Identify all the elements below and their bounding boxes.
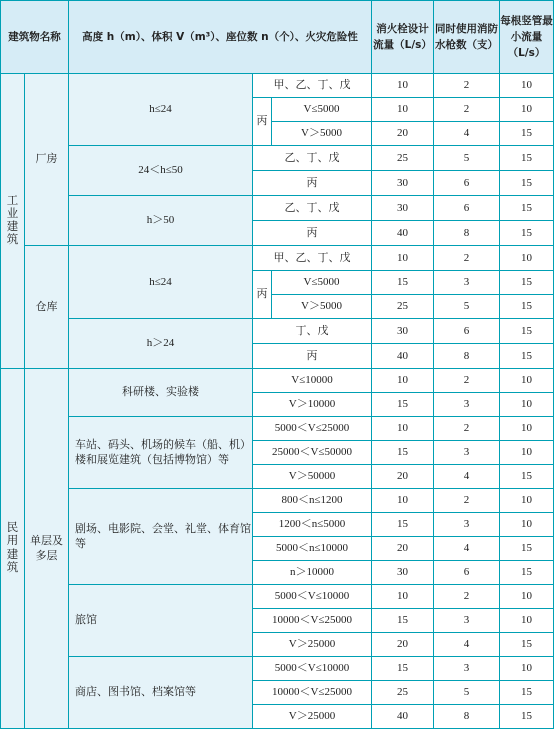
gun-count-cell: 6: [434, 561, 500, 585]
gun-count-cell: 4: [434, 122, 500, 146]
design-flow-cell: 40: [372, 221, 434, 246]
design-flow-cell: 30: [372, 319, 434, 344]
gun-count-cell: 2: [434, 369, 500, 393]
min-flow-cell: 15: [500, 146, 554, 171]
design-flow-cell: 30: [372, 196, 434, 221]
min-flow-cell: 10: [500, 489, 554, 513]
gun-count-cell: 2: [434, 74, 500, 98]
design-flow-cell: 25: [372, 295, 434, 319]
building-type-hotel: 旅馆: [69, 585, 253, 657]
height-range: 24＜h≤50: [69, 146, 253, 196]
building-type-shop: 商店、图书馆、档案馆等: [69, 657, 253, 729]
condition-cell: V≤10000: [253, 369, 372, 393]
table-row: [1, 196, 554, 221]
table-row: [1, 146, 554, 171]
condition-cell: 800＜n≤1200: [253, 489, 372, 513]
min-flow-cell: 15: [500, 196, 554, 221]
header-design-flow: 消火栓设计流量（L/s）: [372, 1, 434, 74]
design-flow-cell: 15: [372, 393, 434, 417]
min-flow-cell: 15: [500, 633, 554, 657]
condition-cell: V≤5000: [272, 271, 372, 295]
table-row: [1, 489, 554, 513]
design-flow-cell: 30: [372, 561, 434, 585]
gun-count-cell: 4: [434, 633, 500, 657]
subcategory-factory: 厂房: [25, 74, 69, 246]
gun-count-cell: 8: [434, 344, 500, 369]
subcategory-warehouse: 仓库: [25, 246, 69, 369]
design-flow-cell: 25: [372, 146, 434, 171]
design-flow-cell: 20: [372, 633, 434, 657]
gun-count-cell: 5: [434, 295, 500, 319]
gun-count-cell: 2: [434, 489, 500, 513]
category-industrial: 工业建筑: [1, 74, 25, 369]
header-gun-count: 同时使用消防水枪数（支）: [434, 1, 500, 74]
header-building-name: 建筑物名称: [1, 1, 69, 74]
min-flow-cell: 10: [500, 74, 554, 98]
gun-count-cell: 2: [434, 98, 500, 122]
design-flow-cell: 10: [372, 74, 434, 98]
design-flow-cell: 15: [372, 513, 434, 537]
header-row: [1, 1, 554, 74]
condition-cell: 乙、丁、戊: [253, 146, 372, 171]
gun-count-cell: 8: [434, 221, 500, 246]
design-flow-cell: 40: [372, 705, 434, 729]
table-row: [1, 74, 554, 98]
building-type-station: 车站、码头、机场的候车（船、机）楼和展览建筑（包括博物馆）等: [69, 417, 253, 489]
min-flow-cell: 10: [500, 246, 554, 271]
condition-cell: 甲、乙、丁、戊: [253, 246, 372, 271]
condition-cell: 5000＜V≤10000: [253, 657, 372, 681]
design-flow-cell: 10: [372, 369, 434, 393]
condition-cell: V＞50000: [253, 465, 372, 489]
hazard-class-bing: 丙: [253, 271, 272, 319]
hazard-class-bing: 丙: [253, 98, 272, 146]
min-flow-cell: 10: [500, 657, 554, 681]
subcategory-single-multi-storey: 单层及多层: [25, 369, 69, 729]
condition-cell: V＞25000: [253, 705, 372, 729]
gun-count-cell: 2: [434, 417, 500, 441]
gun-count-cell: 2: [434, 585, 500, 609]
min-flow-cell: 15: [500, 681, 554, 705]
gun-count-cell: 4: [434, 537, 500, 561]
design-flow-cell: 20: [372, 537, 434, 561]
gun-count-cell: 4: [434, 465, 500, 489]
building-type-theater: 剧场、电影院、会堂、礼堂、体育馆等: [69, 489, 253, 585]
gun-count-cell: 6: [434, 319, 500, 344]
min-flow-cell: 15: [500, 319, 554, 344]
gun-count-cell: 3: [434, 393, 500, 417]
min-flow-cell: 10: [500, 441, 554, 465]
height-range: h＞24: [69, 319, 253, 369]
min-flow-cell: 15: [500, 295, 554, 319]
gun-count-cell: 6: [434, 171, 500, 196]
header-min-flow: 每根竖管最小流量（L/s）: [500, 1, 554, 74]
design-flow-cell: 20: [372, 465, 434, 489]
table-row: [1, 657, 554, 681]
condition-cell: 5000＜V≤10000: [253, 585, 372, 609]
design-flow-cell: 10: [372, 489, 434, 513]
design-flow-cell: 10: [372, 246, 434, 271]
condition-cell: 10000＜V≤25000: [253, 681, 372, 705]
condition-cell: 丙: [253, 171, 372, 196]
condition-cell: 10000＜V≤25000: [253, 609, 372, 633]
min-flow-cell: 15: [500, 705, 554, 729]
design-flow-cell: 15: [372, 271, 434, 295]
gun-count-cell: 5: [434, 681, 500, 705]
min-flow-cell: 15: [500, 344, 554, 369]
gun-count-cell: 3: [434, 441, 500, 465]
category-civil: 民用建筑: [1, 369, 25, 729]
min-flow-cell: 10: [500, 393, 554, 417]
condition-cell: 丙: [253, 221, 372, 246]
gun-count-cell: 5: [434, 146, 500, 171]
design-flow-cell: 25: [372, 681, 434, 705]
gun-count-cell: 6: [434, 196, 500, 221]
design-flow-cell: 10: [372, 585, 434, 609]
gun-count-cell: 3: [434, 609, 500, 633]
design-flow-cell: 10: [372, 417, 434, 441]
gun-count-cell: 3: [434, 513, 500, 537]
min-flow-cell: 10: [500, 609, 554, 633]
min-flow-cell: 10: [500, 369, 554, 393]
min-flow-cell: 10: [500, 513, 554, 537]
condition-cell: 25000＜V≤50000: [253, 441, 372, 465]
height-range: h≤24: [69, 74, 253, 146]
min-flow-cell: 15: [500, 221, 554, 246]
table-row: [1, 369, 554, 393]
condition-cell: 丁、戊: [253, 319, 372, 344]
condition-cell: 乙、丁、戊: [253, 196, 372, 221]
design-flow-cell: 20: [372, 122, 434, 146]
min-flow-cell: 15: [500, 271, 554, 295]
table-row: [1, 417, 554, 441]
condition-cell: 1200＜n≤5000: [253, 513, 372, 537]
min-flow-cell: 10: [500, 417, 554, 441]
condition-cell: V＞5000: [272, 295, 372, 319]
min-flow-cell: 15: [500, 171, 554, 196]
condition-cell: V＞5000: [272, 122, 372, 146]
header-condition: 高度 h（m）、体积 V（m³）、座位数 n（个）、火灾危险性: [69, 1, 372, 74]
design-flow-cell: 15: [372, 609, 434, 633]
min-flow-cell: 15: [500, 465, 554, 489]
min-flow-cell: 15: [500, 561, 554, 585]
min-flow-cell: 10: [500, 585, 554, 609]
gun-count-cell: 8: [434, 705, 500, 729]
table-row: [1, 585, 554, 609]
condition-cell: V＞25000: [253, 633, 372, 657]
condition-cell: 丙: [253, 344, 372, 369]
condition-cell: 5000＜n≤10000: [253, 537, 372, 561]
condition-cell: V≤5000: [272, 98, 372, 122]
gun-count-cell: 3: [434, 657, 500, 681]
design-flow-cell: 15: [372, 657, 434, 681]
table-row: [1, 319, 554, 344]
height-range: h≤24: [69, 246, 253, 319]
min-flow-cell: 15: [500, 122, 554, 146]
min-flow-cell: 15: [500, 537, 554, 561]
design-flow-cell: 15: [372, 441, 434, 465]
design-flow-cell: 40: [372, 344, 434, 369]
building-type-lab: 科研楼、实验楼: [69, 369, 253, 417]
condition-cell: 甲、乙、丁、戊: [253, 74, 372, 98]
condition-cell: 5000＜V≤25000: [253, 417, 372, 441]
design-flow-cell: 10: [372, 98, 434, 122]
condition-cell: n＞10000: [253, 561, 372, 585]
condition-cell: V＞10000: [253, 393, 372, 417]
gun-count-cell: 3: [434, 271, 500, 295]
table-row: [1, 246, 554, 271]
height-range: h＞50: [69, 196, 253, 246]
gun-count-cell: 2: [434, 246, 500, 271]
min-flow-cell: 10: [500, 98, 554, 122]
design-flow-cell: 30: [372, 171, 434, 196]
